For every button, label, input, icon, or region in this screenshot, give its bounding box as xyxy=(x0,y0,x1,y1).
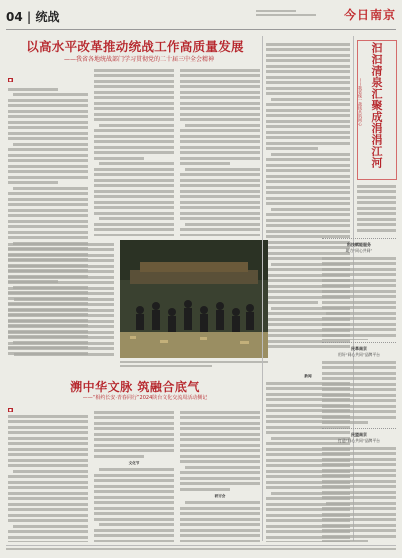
culture-subheadline: ——“相约长安·青春同行”2024陕台文化交流周活动侧记 xyxy=(82,395,208,401)
sidebar-box-1 xyxy=(322,238,396,254)
photo-scene-illustration xyxy=(120,240,268,358)
header-rule xyxy=(6,29,396,30)
event-photo xyxy=(120,240,268,358)
sidebar-box-2 xyxy=(322,342,396,358)
byline-marker: ■ xyxy=(9,408,12,412)
dotted-divider xyxy=(322,428,396,429)
sidebar-text-3 xyxy=(322,358,396,426)
sidebar-text-1 xyxy=(357,182,396,234)
box-1-heading: 科技赋能服务 xyxy=(347,242,371,247)
column-heading-seminar: 研讨会 xyxy=(214,493,226,498)
culture-headline: 溯中华文脉 筑融合底气 xyxy=(70,380,200,394)
box-3-subheading: 打造“同心共同”品牌平台 xyxy=(338,438,380,443)
sidebar-text-2 xyxy=(322,254,396,340)
sidebar-vertical-title: 汩汩清泉汇聚成涓涓江河 xyxy=(370,42,383,169)
text-column-2 xyxy=(94,66,174,236)
text-column-lower-1 xyxy=(8,408,88,542)
box-1-subheading: 助力“同心共同” xyxy=(345,248,373,253)
masthead: 今日南京 xyxy=(343,8,396,22)
page-footer xyxy=(6,548,396,550)
section-marker: ■ xyxy=(9,78,12,82)
text-block-left-lower xyxy=(8,240,114,358)
dotted-divider xyxy=(322,238,396,239)
page-number: 04 | 统战 xyxy=(6,10,60,24)
text-column-3 xyxy=(180,66,260,236)
sidebar-vertical-subtitle: ——我省统一战线共筑同心 xyxy=(358,78,363,126)
box-2-subheading: 用好“同心共同”品牌平台 xyxy=(338,352,380,357)
text-column-lower-3 xyxy=(180,408,260,542)
page-header xyxy=(6,6,396,28)
sidebar-box-3 xyxy=(322,428,396,444)
footer-rule xyxy=(6,545,396,546)
box-3-heading: 民盟南京 xyxy=(351,432,367,437)
box-2-heading: 民革南京 xyxy=(351,346,367,351)
photo-caption xyxy=(120,360,268,367)
column-heading-culture-festival: 文化节 xyxy=(128,460,140,465)
sidebar-text-4 xyxy=(322,444,396,542)
dotted-divider xyxy=(322,342,396,343)
main-headline: 以高水平改革推动统战工作高质量发展 xyxy=(26,39,244,54)
dateline xyxy=(256,10,316,16)
main-subheadline: ——我省各地统战部门学习贯彻党的二十届三中全会精神 xyxy=(63,56,214,63)
section-name: 统战 xyxy=(35,10,60,24)
column-divider xyxy=(262,36,263,541)
text-column-lower-2 xyxy=(94,408,174,542)
column-heading-news: 新闻 xyxy=(304,374,312,378)
